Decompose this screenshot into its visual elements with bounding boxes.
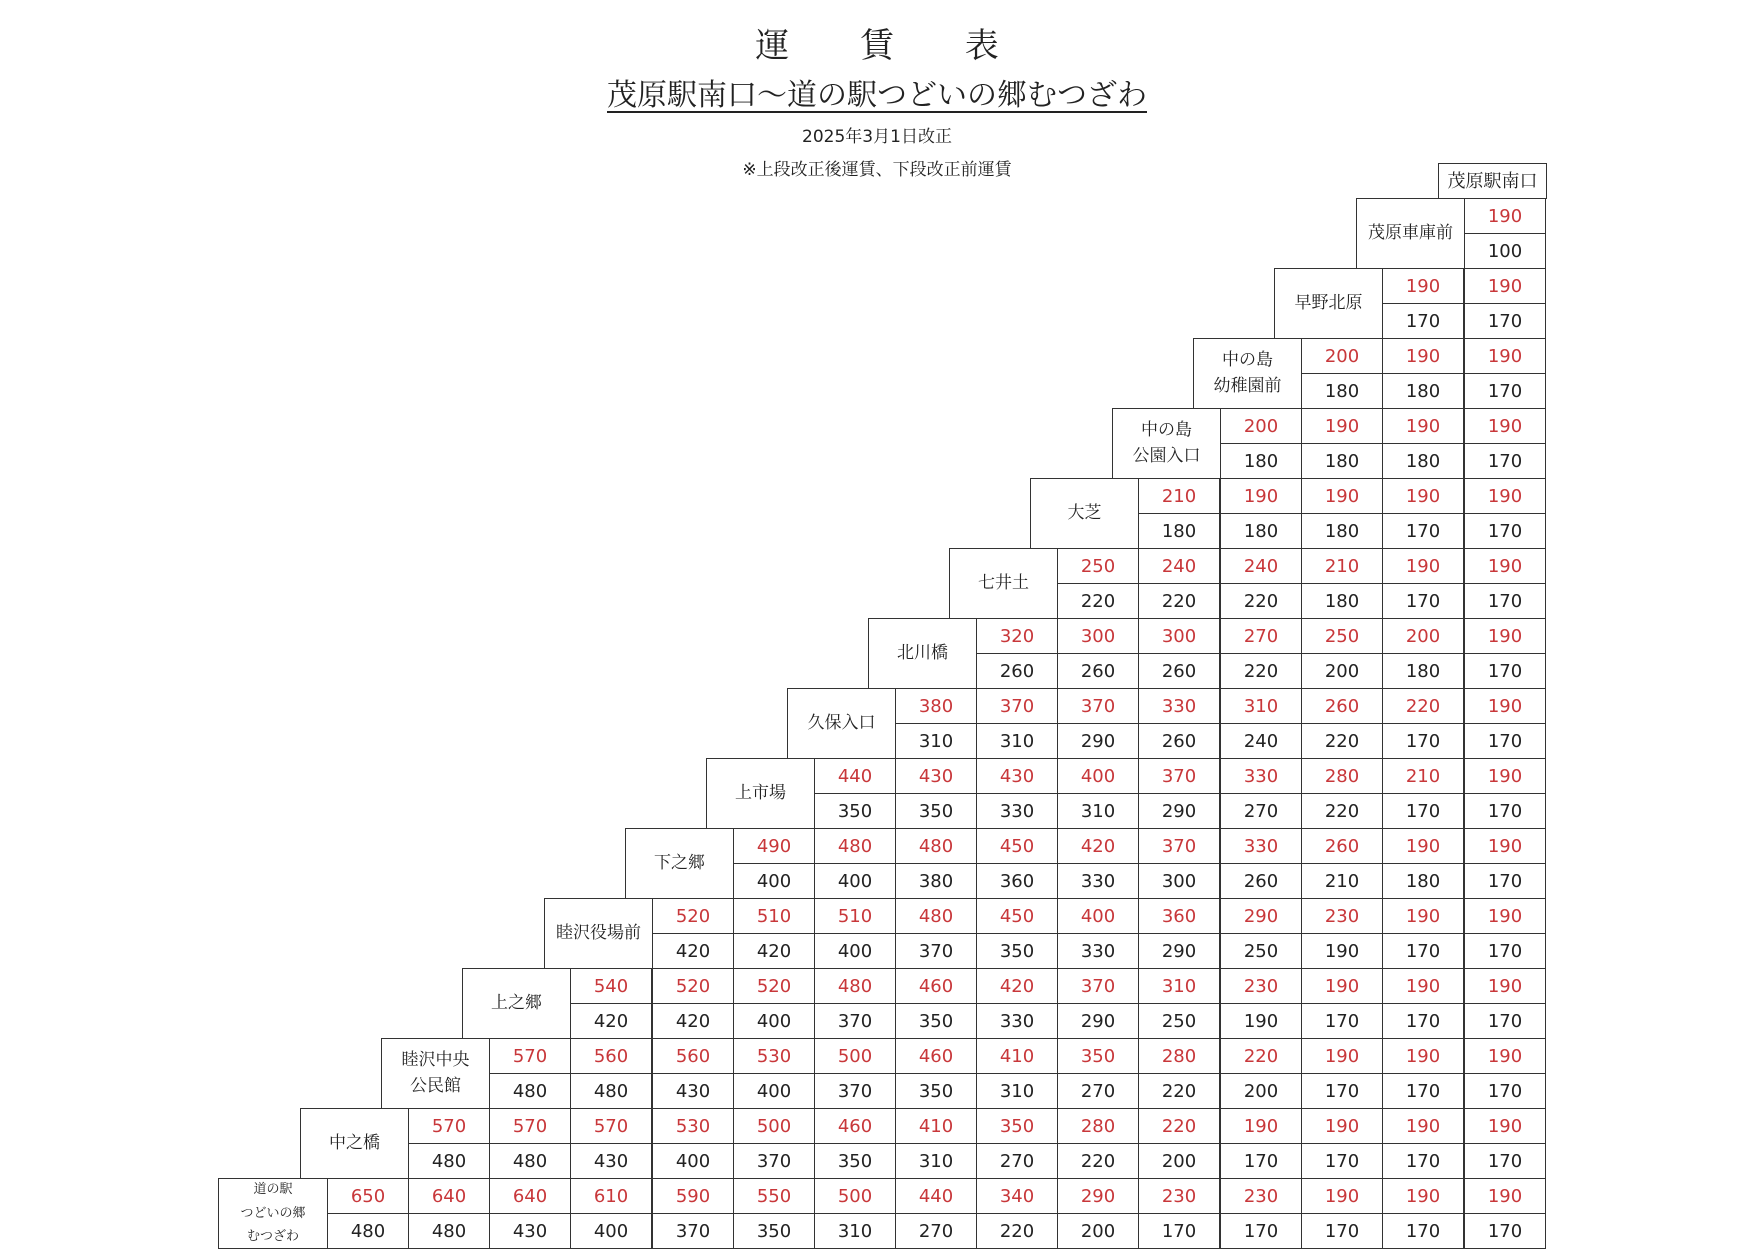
fare-old: 430	[652, 1073, 734, 1109]
fare-old: 170	[1464, 863, 1546, 899]
fare-new: 640	[408, 1178, 490, 1214]
fare-old: 310	[976, 723, 1058, 759]
fare-new: 450	[976, 898, 1058, 934]
fare-old: 370	[652, 1213, 734, 1249]
fare-new: 190	[1382, 478, 1464, 514]
fare-new: 330	[1220, 758, 1302, 794]
station-header	[544, 898, 653, 969]
fare-old: 220	[1057, 583, 1139, 619]
fare-new: 290	[1220, 898, 1302, 934]
fare-old: 290	[1138, 793, 1220, 829]
fare-new: 640	[489, 1178, 571, 1214]
fare-new: 190	[1382, 1108, 1464, 1144]
fare-new: 190	[1464, 968, 1546, 1004]
fare-old: 180	[1138, 513, 1220, 549]
station-name-line: 公園入口	[1132, 445, 1201, 466]
fare-new: 190	[1382, 338, 1464, 374]
fare-new: 190	[1464, 758, 1546, 794]
station-header	[1193, 338, 1302, 409]
fare-old: 170	[1464, 1213, 1546, 1249]
fare-new: 360	[1138, 898, 1220, 934]
fare-old: 170	[1138, 1213, 1220, 1249]
fare-new: 400	[1057, 758, 1139, 794]
fare-new: 520	[733, 968, 815, 1004]
station-name-line: 睦沢役場前	[556, 922, 641, 943]
fare-old: 170	[1464, 1073, 1546, 1109]
fare-new: 610	[570, 1178, 652, 1214]
fare-old: 260	[1138, 653, 1220, 689]
fare-old: 300	[1138, 863, 1220, 899]
fare-new: 280	[1138, 1038, 1220, 1074]
fare-old: 220	[976, 1213, 1058, 1249]
station-header	[1274, 268, 1383, 339]
fare-new: 190	[1464, 478, 1546, 514]
fare-new: 190	[1464, 1038, 1546, 1074]
fare-new: 530	[733, 1038, 815, 1074]
fare-old: 260	[976, 653, 1058, 689]
fare-new: 260	[1301, 828, 1383, 864]
fare-old: 370	[814, 1003, 896, 1039]
fare-new: 190	[1301, 1108, 1383, 1144]
fare-new: 570	[570, 1108, 652, 1144]
fare-new: 220	[1138, 1108, 1220, 1144]
fare-new: 310	[1138, 968, 1220, 1004]
fare-old: 330	[976, 1003, 1058, 1039]
fare-old: 350	[814, 793, 896, 829]
fare-new: 420	[1057, 828, 1139, 864]
fare-new: 480	[895, 828, 977, 864]
fare-old: 170	[1382, 583, 1464, 619]
fare-new: 440	[895, 1178, 977, 1214]
fare-old: 330	[1057, 933, 1139, 969]
fare-old: 200	[1138, 1143, 1220, 1179]
fare-new: 410	[976, 1038, 1058, 1074]
fare-new: 190	[1220, 478, 1302, 514]
fare-new: 370	[976, 688, 1058, 724]
fare-new: 430	[895, 758, 977, 794]
fare-new: 190	[1382, 968, 1464, 1004]
fare-new: 190	[1464, 338, 1546, 374]
fare-old: 370	[733, 1143, 815, 1179]
fare-old: 220	[1057, 1143, 1139, 1179]
fare-new: 280	[1057, 1108, 1139, 1144]
fare-old: 370	[814, 1073, 896, 1109]
fare-old: 170	[1382, 1213, 1464, 1249]
fare-old: 170	[1382, 933, 1464, 969]
fare-old: 400	[814, 863, 896, 899]
fare-new: 190	[1464, 618, 1546, 654]
fare-old: 170	[1301, 1213, 1383, 1249]
station-name-line: 幼稚園前	[1213, 375, 1282, 396]
fare-old: 420	[652, 933, 734, 969]
fare-new: 200	[1301, 338, 1383, 374]
fare-old: 330	[976, 793, 1058, 829]
page-title: 運 賃 表	[755, 26, 1029, 66]
station-header	[625, 828, 734, 899]
fare-old: 430	[570, 1143, 652, 1179]
fare-old: 310	[976, 1073, 1058, 1109]
fare-new: 350	[976, 1108, 1058, 1144]
fare-new: 350	[1057, 1038, 1139, 1074]
fare-old: 100	[1464, 233, 1546, 269]
fare-old: 260	[1138, 723, 1220, 759]
fare-new: 280	[1301, 758, 1383, 794]
fare-new: 520	[652, 968, 734, 1004]
fare-new: 190	[1464, 548, 1546, 584]
fare-new: 370	[1138, 828, 1220, 864]
fare-old: 170	[1464, 513, 1546, 549]
station-name-line: 公民館	[410, 1075, 461, 1096]
fare-new: 530	[652, 1108, 734, 1144]
station-header	[1112, 408, 1221, 479]
route-name-text: 茂原駅南口～道の駅つどいの郷むつざわ	[607, 78, 1147, 113]
fare-new: 250	[1301, 618, 1383, 654]
fare-old: 220	[1220, 653, 1302, 689]
fare-new: 570	[489, 1038, 571, 1074]
station-name-line: 下之郷	[654, 852, 705, 873]
fare-new: 500	[733, 1108, 815, 1144]
fare-old: 170	[1464, 373, 1546, 409]
fare-old: 480	[489, 1073, 571, 1109]
fare-new: 440	[814, 758, 896, 794]
fare-new: 480	[814, 828, 896, 864]
fare-new: 190	[1301, 478, 1383, 514]
fare-new: 190	[1464, 408, 1546, 444]
fare-old: 180	[1301, 373, 1383, 409]
fare-new: 480	[814, 968, 896, 1004]
fare-old: 370	[895, 933, 977, 969]
fare-new: 330	[1220, 828, 1302, 864]
fare-old: 480	[408, 1213, 490, 1249]
fare-new: 420	[976, 968, 1058, 1004]
fare-old: 180	[1382, 443, 1464, 479]
fare-old: 350	[895, 793, 977, 829]
fare-old: 170	[1382, 723, 1464, 759]
fare-new: 570	[408, 1108, 490, 1144]
fare-old: 310	[895, 723, 977, 759]
station-name-line: 大芝	[1067, 502, 1102, 523]
fare-new: 190	[1382, 828, 1464, 864]
fare-old: 400	[814, 933, 896, 969]
fare-new: 460	[895, 1038, 977, 1074]
fare-new: 560	[652, 1038, 734, 1074]
fare-old: 290	[1138, 933, 1220, 969]
station-header	[1030, 478, 1139, 549]
fare-old: 310	[895, 1143, 977, 1179]
fare-new: 190	[1464, 828, 1546, 864]
fare-new: 190	[1464, 198, 1546, 234]
station-header	[462, 968, 571, 1039]
fare-old: 380	[895, 863, 977, 899]
fare-old: 400	[733, 1003, 815, 1039]
station-header	[1356, 198, 1465, 269]
fare-new: 190	[1301, 968, 1383, 1004]
fare-new: 260	[1301, 688, 1383, 724]
fare-new: 190	[1382, 268, 1464, 304]
fare-old: 260	[1220, 863, 1302, 899]
fare-new: 370	[1057, 968, 1139, 1004]
station-name-line: つどいの郷	[240, 1205, 306, 1221]
fare-old: 170	[1464, 653, 1546, 689]
fare-old: 170	[1464, 1143, 1546, 1179]
fare-old: 180	[1220, 443, 1302, 479]
station-header	[787, 688, 896, 759]
fare-old: 180	[1301, 583, 1383, 619]
fare-old: 180	[1382, 653, 1464, 689]
fare-old: 200	[1057, 1213, 1139, 1249]
fare-old: 400	[570, 1213, 652, 1249]
station-header	[949, 548, 1058, 619]
station-name-line: 睦沢中央	[401, 1050, 470, 1070]
fare-old: 170	[1382, 303, 1464, 339]
fare-old: 170	[1382, 1143, 1464, 1179]
fare-old: 190	[1301, 933, 1383, 969]
fare-new: 560	[570, 1038, 652, 1074]
fare-old: 220	[1138, 1073, 1220, 1109]
fare-new: 400	[1057, 898, 1139, 934]
fare-new: 190	[1220, 1108, 1302, 1144]
fare-old: 350	[976, 933, 1058, 969]
fare-old: 290	[1057, 1003, 1139, 1039]
fare-old: 170	[1464, 303, 1546, 339]
fare-new: 370	[1138, 758, 1220, 794]
fare-old: 270	[1220, 793, 1302, 829]
fare-new: 200	[1220, 408, 1302, 444]
fare-old: 170	[1301, 1143, 1383, 1179]
fare-new: 500	[814, 1178, 896, 1214]
fare-old: 350	[814, 1143, 896, 1179]
fare-new: 220	[1382, 688, 1464, 724]
fare-new: 450	[976, 828, 1058, 864]
station-name-line: 中の島	[1222, 350, 1273, 370]
fare-old: 400	[733, 863, 815, 899]
fare-old: 170	[1220, 1143, 1302, 1179]
fare-old: 170	[1301, 1003, 1383, 1039]
fare-new: 300	[1057, 618, 1139, 654]
fare-new: 210	[1382, 758, 1464, 794]
fare-new: 370	[1057, 688, 1139, 724]
station-name-line: 上市場	[735, 782, 786, 803]
fare-new: 230	[1138, 1178, 1220, 1214]
fare-old: 170	[1464, 723, 1546, 759]
fare-new: 650	[327, 1178, 409, 1214]
fare-old: 170	[1382, 513, 1464, 549]
fare-old: 480	[408, 1143, 490, 1179]
fare-new: 240	[1220, 548, 1302, 584]
fare-new: 210	[1138, 478, 1220, 514]
station-header	[300, 1108, 409, 1179]
fare-old: 180	[1382, 373, 1464, 409]
fare-note: ※上段改正後運賃、下段改正前運賃	[742, 160, 1012, 180]
fare-old: 420	[733, 933, 815, 969]
fare-new: 410	[895, 1108, 977, 1144]
fare-old: 330	[1057, 863, 1139, 899]
fare-old: 220	[1301, 793, 1383, 829]
fare-old: 170	[1382, 1003, 1464, 1039]
station-name-line: 中之橋	[329, 1132, 380, 1153]
fare-new: 190	[1301, 1178, 1383, 1214]
fare-old: 310	[1057, 793, 1139, 829]
station-header	[868, 618, 977, 689]
fare-old: 170	[1464, 583, 1546, 619]
fare-new: 310	[1220, 688, 1302, 724]
fare-new: 550	[733, 1178, 815, 1214]
fare-new: 190	[1301, 1038, 1383, 1074]
fare-new: 240	[1138, 548, 1220, 584]
fare-old: 270	[976, 1143, 1058, 1179]
fare-old: 480	[327, 1213, 409, 1249]
fare-new: 500	[814, 1038, 896, 1074]
station-header	[218, 1178, 328, 1249]
fare-new: 230	[1220, 1178, 1302, 1214]
fare-old: 180	[1301, 513, 1383, 549]
station-name-line: 茂原車庫前	[1368, 222, 1453, 243]
fare-old: 290	[1057, 723, 1139, 759]
fare-old: 350	[733, 1213, 815, 1249]
fare-old: 480	[570, 1073, 652, 1109]
fare-new: 300	[1138, 618, 1220, 654]
station-name-line: 道の駅	[253, 1182, 293, 1198]
fare-old: 220	[1138, 583, 1220, 619]
fare-old: 360	[976, 863, 1058, 899]
fare-new: 540	[570, 968, 652, 1004]
fare-new: 460	[814, 1108, 896, 1144]
station-name-line: 上之郷	[491, 992, 542, 1013]
fare-new: 460	[895, 968, 977, 1004]
fare-new: 220	[1220, 1038, 1302, 1074]
station-name-line: 北川橋	[897, 642, 948, 663]
fare-new: 510	[814, 898, 896, 934]
fare-old: 170	[1382, 1073, 1464, 1109]
fare-new: 520	[652, 898, 734, 934]
fare-new: 200	[1382, 618, 1464, 654]
fare-new: 210	[1301, 548, 1383, 584]
fare-old: 400	[733, 1073, 815, 1109]
fare-new: 190	[1382, 898, 1464, 934]
fare-new: 320	[976, 618, 1058, 654]
fare-new: 340	[976, 1178, 1058, 1214]
fare-old: 200	[1301, 653, 1383, 689]
fare-old: 170	[1464, 933, 1546, 969]
fare-new: 250	[1057, 548, 1139, 584]
station-header: 茂原駅南口	[1438, 163, 1547, 199]
fare-new: 430	[976, 758, 1058, 794]
fare-new: 190	[1382, 548, 1464, 584]
fare-new: 190	[1301, 408, 1383, 444]
fare-new: 490	[733, 828, 815, 864]
fare-old: 170	[1382, 793, 1464, 829]
fare-new: 290	[1057, 1178, 1139, 1214]
station-header	[381, 1038, 490, 1109]
station-name-line: むつざわ	[246, 1229, 299, 1245]
station-name-line: 久保入口	[807, 712, 876, 733]
fare-new: 330	[1138, 688, 1220, 724]
fare-old: 170	[1464, 793, 1546, 829]
fare-old: 480	[489, 1143, 571, 1179]
fare-old: 270	[1057, 1073, 1139, 1109]
fare-new: 190	[1382, 408, 1464, 444]
fare-new: 590	[652, 1178, 734, 1214]
fare-new: 190	[1464, 1178, 1546, 1214]
fare-new: 270	[1220, 618, 1302, 654]
fare-new: 380	[895, 688, 977, 724]
fare-old: 240	[1220, 723, 1302, 759]
station-name-line: 早野北原	[1294, 292, 1363, 313]
fare-old: 420	[652, 1003, 734, 1039]
station-name-line: 中の島	[1141, 420, 1192, 440]
fare-new: 190	[1382, 1038, 1464, 1074]
fare-old: 180	[1382, 863, 1464, 899]
fare-new: 190	[1464, 688, 1546, 724]
fare-new: 230	[1301, 898, 1383, 934]
fare-new: 510	[733, 898, 815, 934]
fare-old: 170	[1301, 1073, 1383, 1109]
fare-old: 170	[1464, 443, 1546, 479]
station-name-line: 七井土	[978, 572, 1029, 593]
fare-old: 270	[895, 1213, 977, 1249]
route-name	[0, 70, 1754, 114]
fare-old: 170	[1464, 1003, 1546, 1039]
fare-old: 180	[1220, 513, 1302, 549]
fare-old: 210	[1301, 863, 1383, 899]
revision-date: 2025年3月1日改正	[802, 127, 952, 147]
fare-old: 250	[1138, 1003, 1220, 1039]
fare-old: 310	[814, 1213, 896, 1249]
fare-old: 350	[895, 1003, 977, 1039]
station-header	[706, 758, 815, 829]
fare-old: 220	[1220, 583, 1302, 619]
fare-old: 220	[1301, 723, 1383, 759]
fare-old: 190	[1220, 1003, 1302, 1039]
fare-old: 260	[1057, 653, 1139, 689]
fare-old: 400	[652, 1143, 734, 1179]
fare-old: 430	[489, 1213, 571, 1249]
fare-new: 480	[895, 898, 977, 934]
fare-new: 190	[1464, 268, 1546, 304]
fare-new: 190	[1382, 1178, 1464, 1214]
fare-new: 570	[489, 1108, 571, 1144]
fare-new: 230	[1220, 968, 1302, 1004]
fare-old: 170	[1220, 1213, 1302, 1249]
fare-old: 420	[570, 1003, 652, 1039]
fare-new: 190	[1464, 898, 1546, 934]
fare-new: 190	[1464, 1108, 1546, 1144]
fare-old: 200	[1220, 1073, 1302, 1109]
fare-old: 180	[1301, 443, 1383, 479]
fare-old: 250	[1220, 933, 1302, 969]
fare-old: 350	[895, 1073, 977, 1109]
